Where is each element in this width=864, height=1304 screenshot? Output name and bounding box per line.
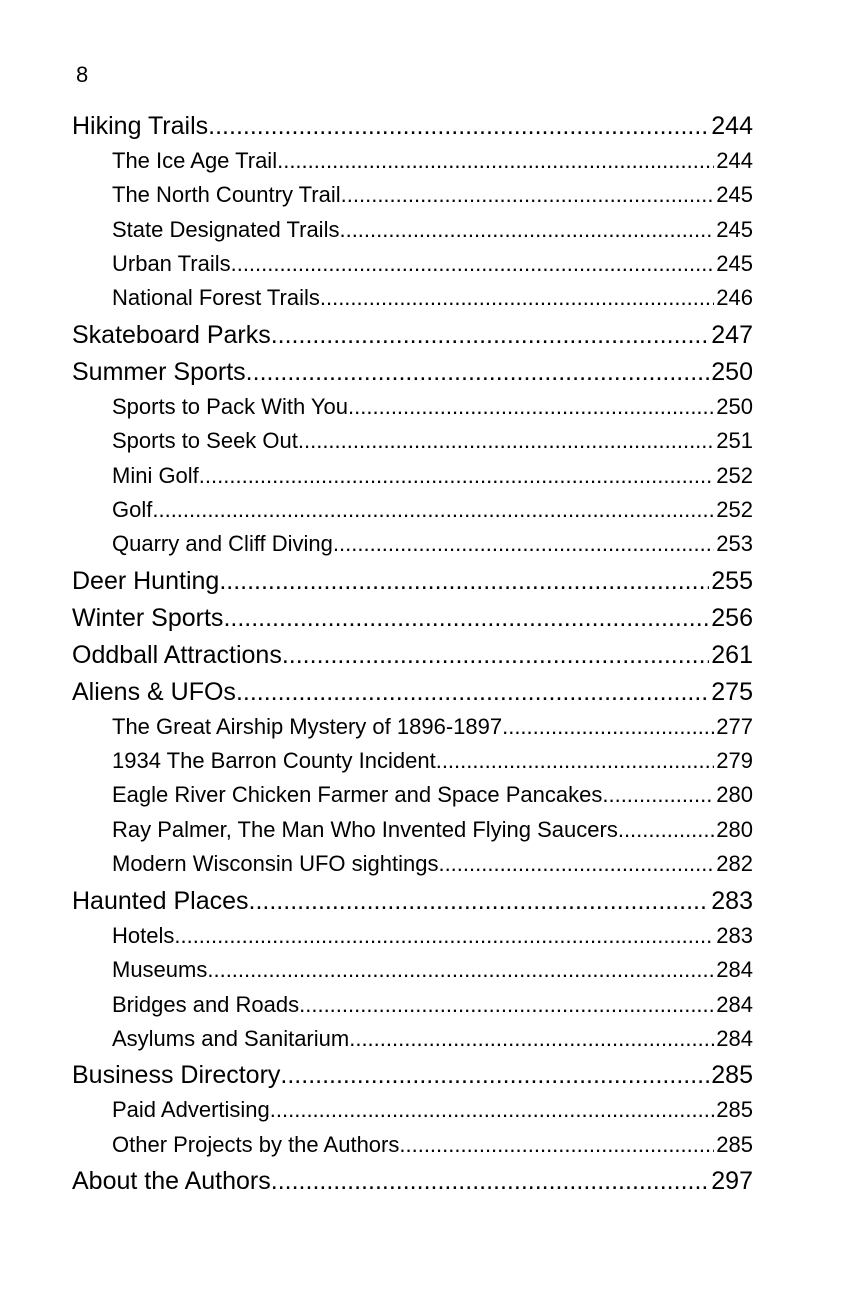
- toc-entry-page: 284: [716, 992, 753, 1017]
- toc-entry-title: Skateboard Parks: [72, 321, 271, 349]
- dot-leader: [271, 1166, 710, 1196]
- dot-leader: [236, 677, 709, 707]
- toc-entry: [72, 111, 753, 141]
- toc-entry: [112, 393, 753, 421]
- toc-entry-title: National Forest Trails: [112, 285, 320, 310]
- toc-entry: [112, 530, 753, 558]
- dot-leader: [223, 603, 709, 633]
- toc-entry-page: 244: [711, 112, 753, 140]
- toc-entry-page: 280: [716, 817, 753, 842]
- page-number: 8: [76, 62, 89, 87]
- toc-entry-title: Business Directory: [72, 1061, 281, 1089]
- toc-entry: [112, 181, 753, 209]
- toc-entry-page: 283: [711, 887, 753, 915]
- toc-entry-title: Urban Trails: [112, 251, 231, 276]
- toc-entry-page: 297: [711, 1167, 753, 1195]
- toc-entry-page: 246: [716, 285, 753, 310]
- dot-leader: [271, 320, 710, 350]
- toc-entry-page: 245: [716, 217, 753, 242]
- toc-entry-title: Eagle River Chicken Farmer and Space Pancakes: [112, 782, 603, 807]
- toc-entry: [112, 496, 753, 524]
- dot-leader: [618, 816, 714, 844]
- dot-leader: [348, 393, 714, 421]
- toc-entry: [112, 922, 753, 950]
- toc-entry-page: 250: [716, 394, 753, 419]
- toc-entry-title: Modern Wisconsin UFO sightings: [112, 851, 439, 876]
- dot-leader: [246, 357, 710, 387]
- dot-leader: [438, 850, 714, 878]
- toc-entry-title: Quarry and Cliff Diving: [112, 531, 333, 556]
- toc-entry-title: 1934 The Barron County Incident: [112, 748, 436, 773]
- toc-entry-title: The Great Airship Mystery of 1896-1897: [112, 714, 503, 739]
- dot-leader: [199, 462, 714, 490]
- toc-entry: [72, 640, 753, 670]
- dot-leader: [399, 1131, 714, 1159]
- toc-entry: [112, 462, 753, 490]
- toc-entry-title: Deer Hunting: [72, 567, 220, 595]
- dot-leader: [282, 640, 709, 670]
- toc-entry: [112, 250, 753, 278]
- toc-entry-title: Golf: [112, 497, 153, 522]
- toc-entry: [112, 850, 753, 878]
- toc-entry-title: Asylums and Sanitarium: [112, 1026, 350, 1051]
- toc-entry-title: Hotels: [112, 923, 175, 948]
- toc-entry-page: 252: [716, 463, 753, 488]
- dot-leader: [249, 886, 710, 916]
- toc-entry-page: 256: [711, 604, 753, 632]
- toc-entry-title: Oddball Attractions: [72, 641, 282, 669]
- dot-leader: [349, 1025, 714, 1053]
- toc-entry: [112, 956, 753, 984]
- toc-entry-title: Paid Advertising: [112, 1097, 270, 1122]
- toc-entry: [112, 991, 753, 1019]
- toc-entry: [112, 781, 753, 809]
- toc-entry-page: 247: [711, 321, 753, 349]
- toc-entry: [72, 566, 753, 596]
- toc-entry-title: Sports to Pack With You: [112, 394, 349, 419]
- toc-entry: [112, 427, 753, 455]
- dot-leader: [207, 956, 714, 984]
- toc-entry: [72, 677, 753, 707]
- dot-leader: [298, 427, 714, 455]
- toc-entry-title: Ray Palmer, The Man Who Invented Flying Saucers: [112, 817, 618, 842]
- dot-leader: [333, 530, 714, 558]
- toc-entry-page: 245: [716, 251, 753, 276]
- toc-entry-page: 255: [711, 567, 753, 595]
- toc-entry: [112, 1025, 753, 1053]
- toc-entry-page: 251: [716, 428, 753, 453]
- toc-entry-title: Winter Sports: [72, 604, 224, 632]
- toc-entry-title: State Designated Trails: [112, 217, 340, 242]
- toc-entry-title: Aliens & UFOs: [72, 678, 236, 706]
- dot-leader: [339, 216, 714, 244]
- dot-leader: [208, 111, 709, 141]
- toc-entry-title: Haunted Places: [72, 887, 249, 915]
- toc-entry: [112, 747, 753, 775]
- toc-entry: [112, 1096, 753, 1124]
- toc-entry-page: 284: [716, 1026, 753, 1051]
- dot-leader: [602, 781, 714, 809]
- dot-leader: [320, 284, 714, 312]
- toc-entry-title: The North Country Trail: [112, 182, 341, 207]
- dot-leader: [270, 1096, 715, 1124]
- dot-leader: [219, 566, 709, 596]
- toc-entry: [72, 1060, 753, 1090]
- toc-entry-title: Bridges and Roads: [112, 992, 300, 1017]
- dot-leader: [280, 1060, 709, 1090]
- toc-entry-page: 284: [716, 957, 753, 982]
- dot-leader: [231, 250, 715, 278]
- dot-leader: [174, 922, 714, 950]
- toc-entry: [112, 1131, 753, 1159]
- toc-entry-title: Museums: [112, 957, 208, 982]
- toc-entry-page: 277: [716, 714, 753, 739]
- toc-entry: [72, 320, 753, 350]
- dot-leader: [436, 747, 715, 775]
- toc-entry: [72, 603, 753, 633]
- toc-entry: [112, 816, 753, 844]
- toc-entry-page: 280: [716, 782, 753, 807]
- toc-entry-page: 252: [716, 497, 753, 522]
- toc-entry: [72, 886, 753, 916]
- toc-entry: [72, 357, 753, 387]
- toc-entry: [72, 1166, 753, 1196]
- toc-entry-title: About the Authors: [72, 1167, 271, 1195]
- dot-leader: [299, 991, 714, 1019]
- toc-entry-title: Hiking Trails: [72, 112, 209, 140]
- toc-entry-page: 285: [716, 1132, 753, 1157]
- toc-entry-page: 283: [716, 923, 753, 948]
- toc-entry: [112, 284, 753, 312]
- dot-leader: [502, 713, 714, 741]
- toc-entry: [112, 147, 753, 175]
- toc-entry-page: 253: [716, 531, 753, 556]
- toc-entry-page: 244: [716, 148, 753, 173]
- dot-leader: [341, 181, 715, 209]
- toc-entry-page: 245: [716, 182, 753, 207]
- toc-entry-title: Mini Golf: [112, 463, 199, 488]
- toc-entry-title: Other Projects by the Authors: [112, 1132, 400, 1157]
- toc-entry-page: 285: [711, 1061, 753, 1089]
- toc-entry-title: Summer Sports: [72, 358, 246, 386]
- toc-entry-page: 261: [711, 641, 753, 669]
- toc-entry-page: 285: [716, 1097, 753, 1122]
- dot-leader: [152, 496, 714, 524]
- toc-entry-page: 282: [716, 851, 753, 876]
- toc-entry-page: 250: [711, 358, 753, 386]
- toc-entry-title: Sports to Seek Out: [112, 428, 298, 453]
- toc-entry-page: 279: [716, 748, 753, 773]
- toc-entry: [112, 216, 753, 244]
- toc-entry: [112, 713, 753, 741]
- toc-entry-title: The Ice Age Trail: [112, 148, 278, 173]
- toc-entry-page: 275: [711, 678, 753, 706]
- dot-leader: [277, 147, 714, 175]
